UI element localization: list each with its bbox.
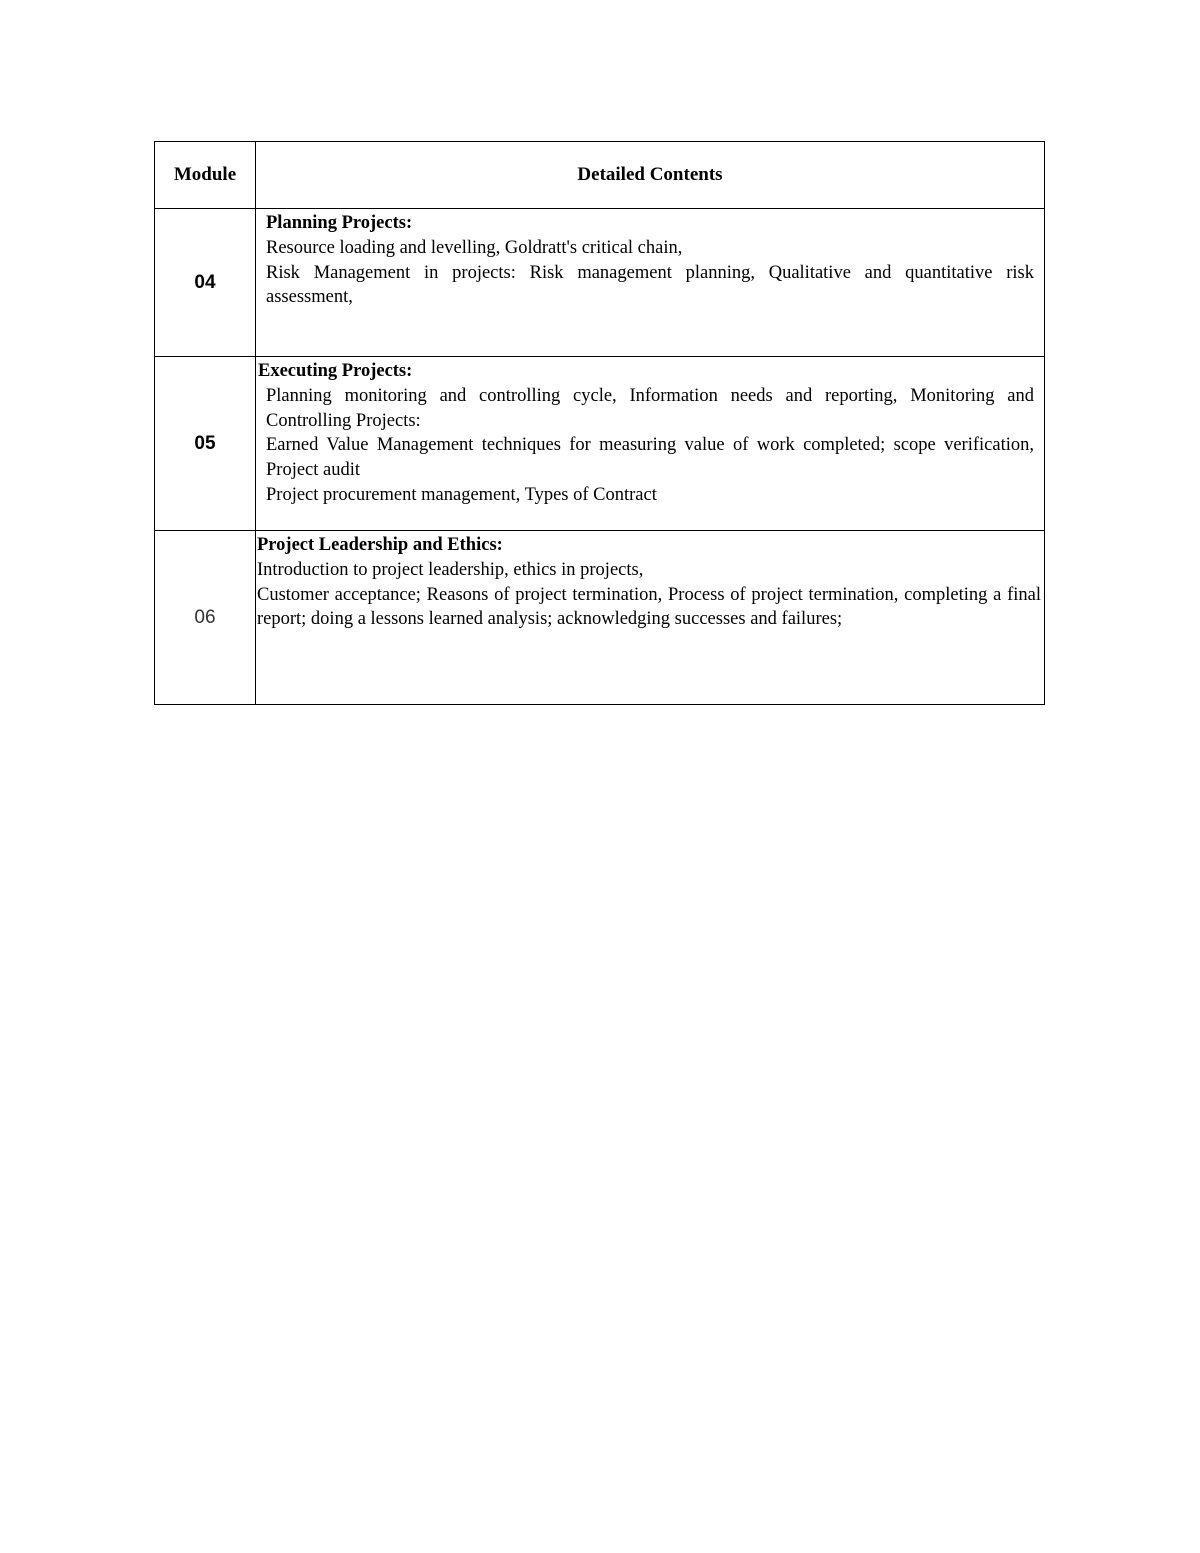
module-number: 05 [155, 357, 256, 531]
content-line: Planning monitoring and controlling cycle, Information needs and reporting, Monitoring and Controlling Projects: [266, 385, 1034, 431]
contents-column-header: Detailed Contents [256, 142, 1045, 209]
table-row [155, 357, 1045, 531]
table-header-row [155, 142, 1045, 209]
table-row [155, 531, 1045, 705]
module-title: Executing Projects: [258, 361, 413, 381]
module-number: 06 [155, 531, 256, 705]
module-title: Project Leadership and Ethics: [257, 535, 503, 555]
content-line: Risk Management in projects: Risk management planning, Qualitative and quantitative risk assessment, [266, 262, 1034, 308]
syllabus-table [154, 141, 1045, 705]
content-line: Earned Value Management techniques for measuring value of work completed; scope verification, Project audit [266, 435, 1034, 481]
table-row [155, 209, 1045, 357]
module-contents [256, 357, 1045, 531]
module-column-header: Module [155, 142, 256, 209]
module-contents [256, 531, 1045, 705]
content-line: Resource loading and levelling, Goldratt's critical chain, [266, 237, 683, 258]
module-contents [256, 209, 1045, 357]
content-line: Introduction to project leadership, ethics in projects, [257, 559, 644, 580]
module-title: Planning Projects: [266, 213, 413, 233]
module-number: 04 [155, 209, 256, 357]
content-line: Customer acceptance; Reasons of project termination, Process of project termination, completing a final report; doing a lessons learned analysis; acknowledging successes and failures; [257, 584, 1041, 630]
content-line: Project procurement management, Types of Contract [266, 484, 657, 505]
